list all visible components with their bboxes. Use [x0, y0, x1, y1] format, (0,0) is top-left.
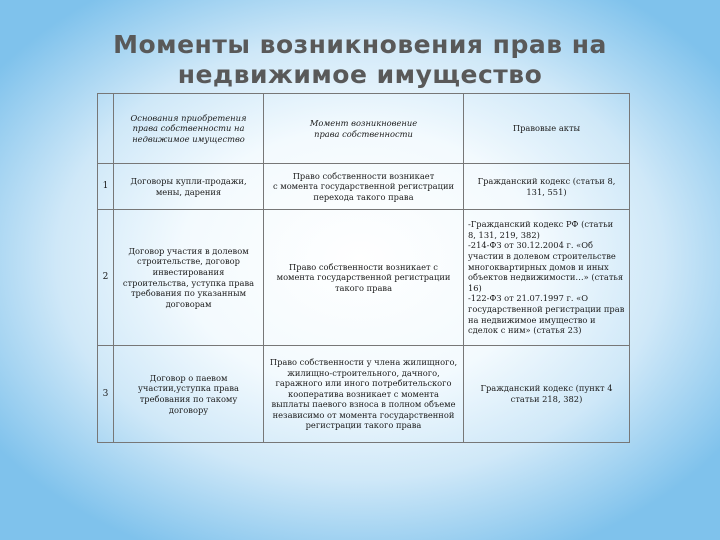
table-row [98, 164, 630, 210]
cell-line: Право собственности возникает с [289, 261, 438, 272]
cell-line: независимо от момента государственной [272, 409, 455, 420]
row-basis-cell [114, 210, 264, 346]
cell-line: кооператива возникает с момента [288, 388, 439, 399]
cell-line: Гражданский кодекс (статьи 8, [477, 175, 616, 186]
cell-line: участии,уступка права [138, 383, 239, 394]
cell-line: договорам [165, 298, 212, 309]
header-basis-line: Основания приобретения [130, 112, 247, 123]
header-moment-line: Момент возникновение [309, 117, 418, 128]
cell-line: статьи 218, 382) [510, 394, 583, 404]
cell-line: сделок с ним» (статья 23) [468, 325, 582, 336]
row-acts-cell [464, 210, 630, 346]
cell-line: Право собственности у члена жилищного, [269, 356, 458, 367]
cell-line: строительства, уступка права [122, 277, 255, 288]
header-num-cell [98, 94, 114, 164]
header-moment-cell [264, 94, 464, 164]
row-basis-cell [114, 164, 264, 210]
row-moment-cell [264, 210, 464, 346]
cell-line: такого права [334, 282, 393, 293]
cell-line: мены, дарения [155, 186, 222, 197]
cell-line: на недвижимое имущество и [468, 314, 596, 325]
cell-line: договору [168, 404, 209, 415]
row-number: 3 [98, 346, 114, 443]
cell-line: жилищно-строительного, дачного, [287, 367, 440, 378]
cell-line: Договоры купли-продажи, [130, 175, 247, 186]
cell-line: государственной регистрации прав [468, 303, 625, 314]
cell-line: Гражданский кодекс (пункт 4 [480, 383, 613, 394]
cell-line: 131, 551) [526, 186, 567, 197]
cell-line: -214-ФЗ от 30.12.2004 г. «Об [468, 240, 593, 251]
header-basis-line: права собственности на [132, 123, 245, 134]
cell-line: 16) [468, 282, 482, 293]
cell-line: регистрации такого права [305, 420, 422, 431]
cell-line: строительстве, договор [137, 256, 240, 267]
cell-line: инвестирования [152, 266, 225, 277]
page-title-line-1: Моменты возникновения прав на [113, 30, 607, 59]
row-acts-cell [464, 346, 630, 443]
cell-line: выплаты паевого взноса в полном объеме [271, 399, 456, 410]
page-title [0, 30, 720, 90]
cell-line: момента государственной регистрации [276, 272, 451, 283]
header-basis-line: недвижимое имущество [132, 133, 245, 144]
cell-line: -122-ФЗ от 21.07.1997 г. «О [468, 293, 589, 304]
cell-line: требования по такому [139, 394, 238, 404]
cell-line: Договор участия в долевом [128, 245, 249, 256]
row-number: 2 [98, 210, 114, 346]
cell-line: с момента государственной регистрации [272, 181, 455, 192]
cell-line: Договор о паевом [149, 372, 228, 383]
cell-line: объектов недвижимости…» (статья [468, 272, 624, 283]
header-basis-cell [114, 94, 264, 164]
row-acts-cell [464, 164, 630, 210]
table-row [98, 210, 630, 346]
cell-line: многоквартирных домов и иных [468, 261, 609, 272]
row-moment-cell [264, 346, 464, 443]
cell-line: гаражного или иного потребительского [275, 378, 452, 389]
cell-line: участии в долевом строительстве [468, 251, 616, 262]
row-basis-cell [114, 346, 264, 443]
rights-table [97, 93, 630, 443]
page-title-line-2: недвижимое имущество [177, 60, 543, 89]
cell-line: перехода такого права [313, 191, 414, 202]
cell-line: 8, 131, 219, 382) [468, 229, 540, 240]
row-moment-cell [264, 164, 464, 210]
table-row [98, 346, 630, 443]
cell-line: Право собственности возникает [292, 170, 435, 181]
cell-line: -Гражданский кодекс РФ (статьи [468, 219, 614, 230]
header-acts-cell: Правовые акты [464, 94, 630, 164]
row-number: 1 [98, 164, 114, 210]
cell-line: требования по указанным [130, 288, 247, 299]
table-header-row [98, 94, 630, 164]
header-moment-line: права собственности [314, 128, 413, 139]
